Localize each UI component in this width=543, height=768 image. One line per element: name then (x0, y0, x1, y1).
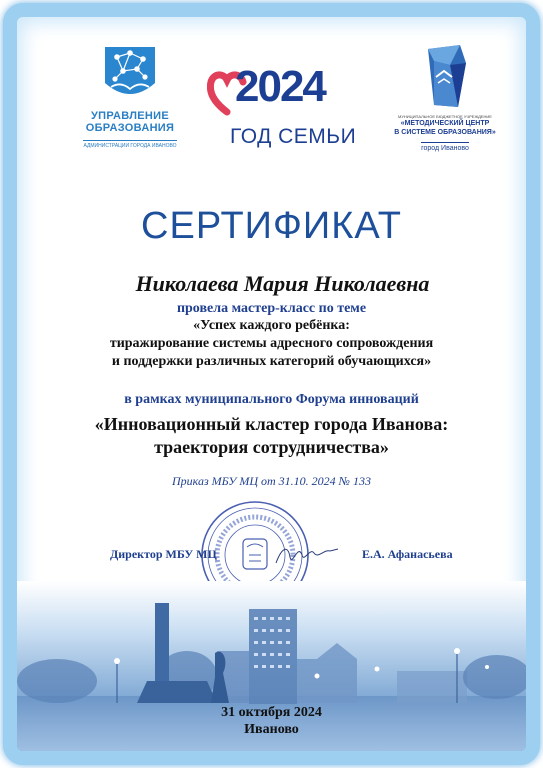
logo-left-line3: АДМИНИСТРАЦИИ ГОРОДА ИВАНОВО (83, 140, 176, 150)
logo-right-line3: город Иваново (421, 142, 469, 153)
forum-text: в рамках муниципального Форума инноваций (124, 392, 419, 407)
master-class-topic (17, 317, 526, 371)
issue-city: Иваново (244, 722, 299, 737)
year-of-family-logo (207, 62, 357, 162)
issue-date: 31 октября 2024 (221, 705, 322, 720)
issue-date-block (17, 704, 526, 738)
topic-line: «Успех каждого ребёнка: (193, 318, 350, 333)
signature (272, 537, 342, 571)
logo-right-tiny: МУНИЦИПАЛЬНОЕ БЮДЖЕТНОЕ УЧРЕЖДЕНИЕ (398, 114, 492, 119)
logo-left-line2: ОБРАЗОВАНИЯ (85, 122, 175, 134)
cluster-title (17, 413, 526, 459)
certificate-frame (3, 3, 540, 765)
director-label: Директор МБУ МЦ (110, 547, 217, 561)
cluster-line: «Инновационный кластер города Иванова: (94, 414, 449, 434)
logo-right-line1: «МЕТОДИЧЕСКИЙ ЦЕНТР (400, 120, 490, 127)
director-name: Е.А. Афанасьева (362, 547, 453, 561)
crystal-emblem-icon (420, 43, 470, 109)
topic-line: тиражирование системы адресного сопровождения (109, 336, 434, 351)
book-network-icon (99, 43, 161, 105)
order-reference: Приказ МБУ МЦ от 31.10. 2024 № 133 (172, 474, 371, 488)
year-number: 2024 (235, 62, 325, 111)
year-subtitle: ГОД СЕМЬИ (230, 125, 357, 148)
certificate-title: СЕРТИФИКАТ (141, 205, 402, 247)
subtitle: провела мастер-класс по теме (176, 301, 367, 316)
topic-line: и поддержки различных категорий обучающихся» (111, 354, 432, 369)
logo-right-line2: В СИСТЕМЕ ОБРАЗОВАНИЯ» (394, 129, 496, 136)
logo-left-line1: УПРАВЛЕНИЕ (91, 110, 169, 122)
recipient-name: Николаева Мария Николаевна (135, 271, 430, 296)
education-department-logo (75, 43, 185, 152)
methodical-center-logo (385, 43, 505, 155)
cluster-line: траектория сотрудничества» (154, 437, 389, 457)
